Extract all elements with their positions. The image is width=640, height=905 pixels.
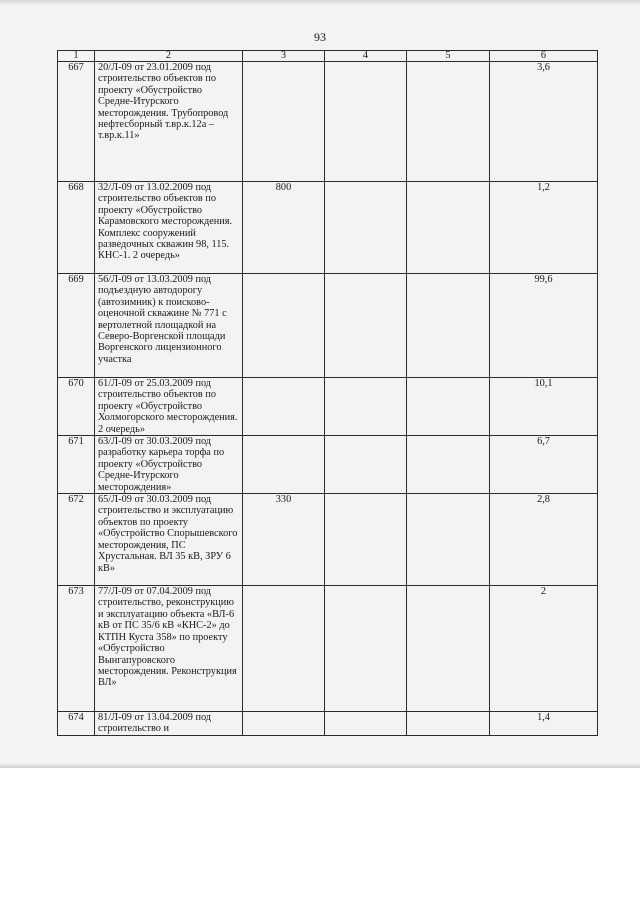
row-value: 2: [490, 586, 598, 712]
table-row: [58, 274, 598, 378]
header-row: [58, 51, 598, 62]
table-row: [58, 378, 598, 436]
column-header: 5: [407, 51, 490, 62]
row-col3: 800: [243, 182, 325, 274]
column-header: 2: [95, 51, 243, 62]
column-header: 6: [490, 51, 598, 62]
row-col3: [243, 586, 325, 712]
row-value: 99,6: [490, 274, 598, 378]
row-number: 669: [58, 274, 95, 378]
row-col3: [243, 712, 325, 736]
row-description: 32/Л-09 от 13.02.2009 под строительство объектов по проекту «Обустройство Карамовского месторождения. Комплекс сооружений разведочных скважин 98, 115. КНС-1. 2 очередь»: [95, 182, 243, 274]
column-header: 4: [325, 51, 407, 62]
row-number: 672: [58, 494, 95, 586]
row-col5: [407, 712, 490, 736]
row-description: 56/Л-09 от 13.03.2009 под подъездную автодорогу (автозимник) к поисково-оценочной скважине № 771 с вертолетной площадкой на Северо-Воргенской площади Воргенского лицензионного участка: [95, 274, 243, 378]
row-col5: [407, 494, 490, 586]
row-col4: [325, 378, 407, 436]
blank-area: [0, 768, 640, 905]
row-description: 63/Л-09 от 30.03.2009 под разработку карьера торфа по проекту «Обустройство Средне-Итурского месторождения»: [95, 436, 243, 494]
table-row: [58, 182, 598, 274]
row-value: 10,1: [490, 378, 598, 436]
registry-table: [57, 50, 598, 736]
row-number: 674: [58, 712, 95, 736]
row-col5: [407, 586, 490, 712]
table-row: [58, 712, 598, 736]
row-value: 2,8: [490, 494, 598, 586]
row-description: 20/Л-09 от 23.01.2009 под строительство объектов по проекту «Обустройство Средне-Итурского месторождения. Трубопровод нефтесборный т.вр.к.12а – т.вр.к.11»: [95, 62, 243, 182]
row-col5: [407, 62, 490, 182]
table-row: [58, 436, 598, 494]
row-col3: [243, 274, 325, 378]
table-row: [58, 494, 598, 586]
row-col4: [325, 62, 407, 182]
row-col4: [325, 586, 407, 712]
row-description: 77/Л-09 от 07.04.2009 под строительство, реконструкцию и эксплуатацию объекта «ВЛ-6 кВ от ПС 35/6 кВ «КНС-2» до КТПН Куста 358» по проекту «Обустройство Вынгапуровского месторождения. Реконструкция ВЛ»: [95, 586, 243, 712]
row-description: 65/Л-09 от 30.03.2009 под строительство и эксплуатацию объектов по проекту «Обустройство Спорышевского месторождения, ПС Хрустальная. ВЛ 35 кВ, ЗРУ 6 кВ»: [95, 494, 243, 586]
row-col3: [243, 62, 325, 182]
row-col3: [243, 378, 325, 436]
row-col5: [407, 378, 490, 436]
column-header: 1: [58, 51, 95, 62]
row-col5: [407, 436, 490, 494]
row-number: 671: [58, 436, 95, 494]
row-number: 668: [58, 182, 95, 274]
row-description: 81/Л-09 от 13.04.2009 под строительство и: [95, 712, 243, 736]
row-col4: [325, 494, 407, 586]
row-col4: [325, 436, 407, 494]
row-number: 667: [58, 62, 95, 182]
row-number: 673: [58, 586, 95, 712]
column-header: 3: [243, 51, 325, 62]
row-col5: [407, 182, 490, 274]
row-description: 61/Л-09 от 25.03.2009 под строительство объектов по проекту «Обустройство Холмогорского месторождения. 2 очередь»: [95, 378, 243, 436]
row-col5: [407, 274, 490, 378]
row-col3: 330: [243, 494, 325, 586]
table-row: [58, 62, 598, 182]
row-col4: [325, 274, 407, 378]
row-col4: [325, 182, 407, 274]
row-value: 1,4: [490, 712, 598, 736]
row-value: 3,6: [490, 62, 598, 182]
row-value: 1,2: [490, 182, 598, 274]
row-col4: [325, 712, 407, 736]
table-row: [58, 586, 598, 712]
row-col3: [243, 436, 325, 494]
page-number: 93: [314, 30, 326, 44]
row-number: 670: [58, 378, 95, 436]
row-value: 6,7: [490, 436, 598, 494]
